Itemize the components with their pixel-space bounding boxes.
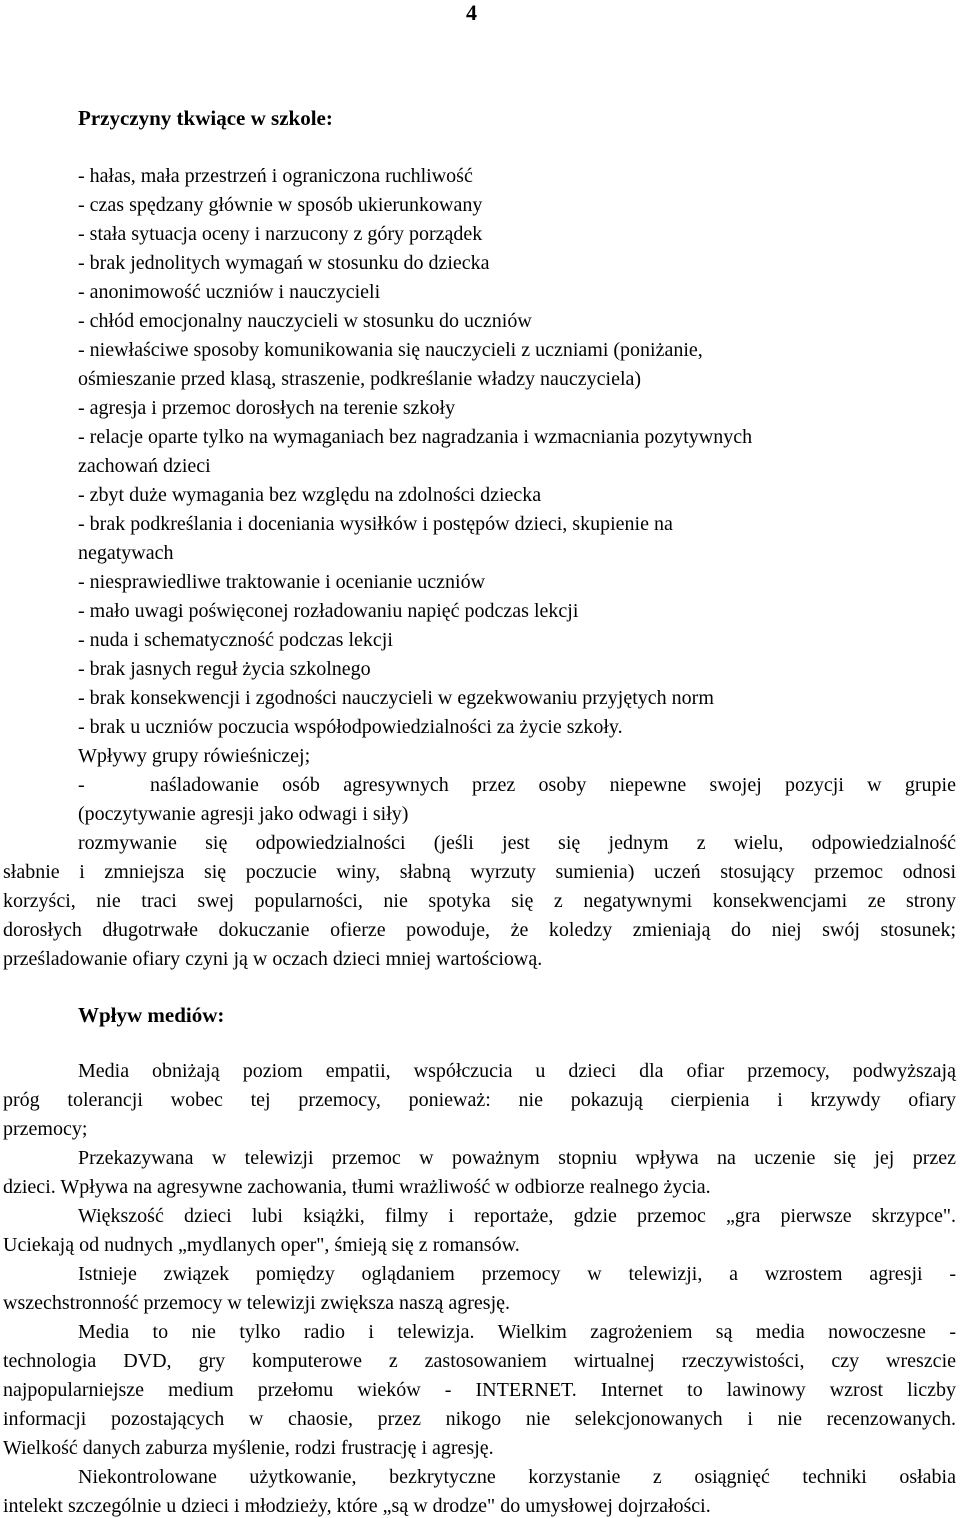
list-item: - brak jasnych reguł życia szkolnego (78, 658, 371, 680)
list-item: - anonimowość uczniów i nauczycieli (78, 281, 381, 303)
list-item: negatywach (78, 542, 174, 564)
list-item: - stała sytuacja oceny i narzucony z góry porządek (78, 223, 483, 245)
list-item: zachowań dzieci (78, 455, 211, 477)
list-item: - brak u uczniów poczucia współodpowiedzialności za życie szkoły. (78, 716, 623, 738)
paragraph-line: technologia DVD, gry komputerowe z zastosowaniem wirtualnej rzeczywistości, czy wreszcie (3, 1350, 956, 1372)
list-item: - niewłaściwe sposoby komunikowania się nauczycieli z uczniami (poniżanie, (78, 339, 703, 361)
paragraph-line: przemocy; (3, 1118, 88, 1140)
peer-dash-text: naśladowanie osób agresywnych przez osoby niepewne swojej pozycji w grupie (150, 774, 956, 796)
paragraph-line: intelekt szczególnie u dzieci i młodzieży, które „są w drodze" do umysłowej dojrzałości. (3, 1495, 711, 1517)
list-item: - brak jednolitych wymagań w stosunku do dziecka (78, 252, 490, 274)
section-heading-media: Wpływ mediów: (78, 1003, 225, 1027)
peer-paragraph-line: dorosłych długotrwałe dokuczanie ofierze powoduje, że koledzy zmieniają do niej swój stosunek; (3, 919, 956, 941)
list-item: - niesprawiedliwe traktowanie i ocenianie uczniów (78, 571, 486, 593)
peer-paragraph-line: słabnie i zmniejsza się poczucie winy, słabną wyrzuty sumienia) uczeń stosujący przemoc odnosi (3, 861, 956, 883)
list-item: - czas spędzany głównie w sposób ukierunkowany (78, 194, 483, 216)
paragraph-line: Niekontrolowane użytkowanie, bezkrytyczne korzystanie z osiągnięć techniki osłabia (78, 1466, 956, 1488)
page-number: 4 (466, 0, 477, 25)
peer-intro: Wpływy grupy rówieśniczej; (78, 745, 311, 767)
dash-marker: - (78, 774, 85, 796)
paragraph-line: próg tolerancji wobec tej przemocy, ponieważ: nie pokazują cierpienia i krzywdy ofiary (3, 1089, 956, 1111)
peer-line: (poczytywanie agresji jako odwagi i siły) (78, 803, 409, 825)
paragraph-line: Media obniżają poziom empatii, współczucia u dzieci dla ofiar przemocy, podwyższają (78, 1060, 956, 1082)
paragraph-line: Istnieje związek pomiędzy oglądaniem przemocy w telewizji, a wzrostem agresji - (78, 1263, 956, 1285)
list-item: - nuda i schematyczność podczas lekcji (78, 629, 393, 651)
paragraph-line: najpopularniejsze medium przełomu wieków - INTERNET. Internet to lawinowy wzrost liczby (3, 1379, 956, 1401)
list-item: ośmieszanie przed klasą, straszenie, podkreślanie władzy nauczyciela) (78, 368, 642, 390)
paragraph-line: Wielkość danych zaburza myślenie, rodzi frustrację i agresję. (3, 1437, 494, 1459)
list-item: - chłód emocjonalny nauczycieli w stosunku do uczniów (78, 310, 532, 332)
peer-paragraph-line: korzyści, nie traci swej popularności, nie spotyka się z negatywnymi konsekwencjami ze strony (3, 890, 956, 912)
section-heading-school: Przyczyny tkwiące w szkole: (78, 106, 333, 130)
paragraph-line: wszechstronność przemocy w telewizji zwiększa naszą agresję. (3, 1292, 511, 1314)
list-item: - relacje oparte tylko na wymaganiach bez nagradzania i wzmacniania pozytywnych (78, 426, 753, 448)
list-item: - mało uwagi poświęconej rozładowaniu napięć podczas lekcji (78, 600, 579, 622)
list-item: - agresja i przemoc dorosłych na terenie szkoły (78, 397, 456, 419)
paragraph-line: Uciekają od nudnych „mydlanych oper", śmieją się z romansów. (3, 1234, 520, 1256)
list-item: - brak konsekwencji i zgodności nauczycieli w egzekwowaniu przyjętych norm (78, 687, 714, 709)
list-item: - brak podkreślania i doceniania wysiłków i postępów dzieci, skupienie na (78, 513, 673, 535)
paragraph-line: Większość dzieci lubi książki, filmy i reportaże, gdzie przemoc „gra pierwsze skrzypce". (78, 1205, 956, 1227)
peer-paragraph-line: rozmywanie się odpowiedzialności (jeśli jest się jednym z wielu, odpowiedzialność (78, 832, 956, 854)
paragraph-line: informacji pozostających w chaosie, przez nikogo nie selekcjonowanych i nie recenzowanych. (3, 1408, 956, 1430)
paragraph-line: Przekazywana w telewizji przemoc w poważnym stopniu wpływa na uczenie się jej przez (78, 1147, 956, 1169)
list-item: - zbyt duże wymagania bez względu na zdolności dziecka (78, 484, 542, 506)
paragraph-line: dzieci. Wpływa na agresywne zachowania, tłumi wrażliwość w odbiorze realnego życia. (3, 1176, 711, 1198)
list-item: - hałas, mała przestrzeń i ograniczona ruchliwość (78, 165, 473, 187)
peer-paragraph-line: prześladowanie ofiary czyni ją w oczach dzieci mniej wartościową. (3, 948, 543, 970)
paragraph-line: Media to nie tylko radio i telewizja. Wielkim zagrożeniem są media nowoczesne - (78, 1321, 956, 1343)
